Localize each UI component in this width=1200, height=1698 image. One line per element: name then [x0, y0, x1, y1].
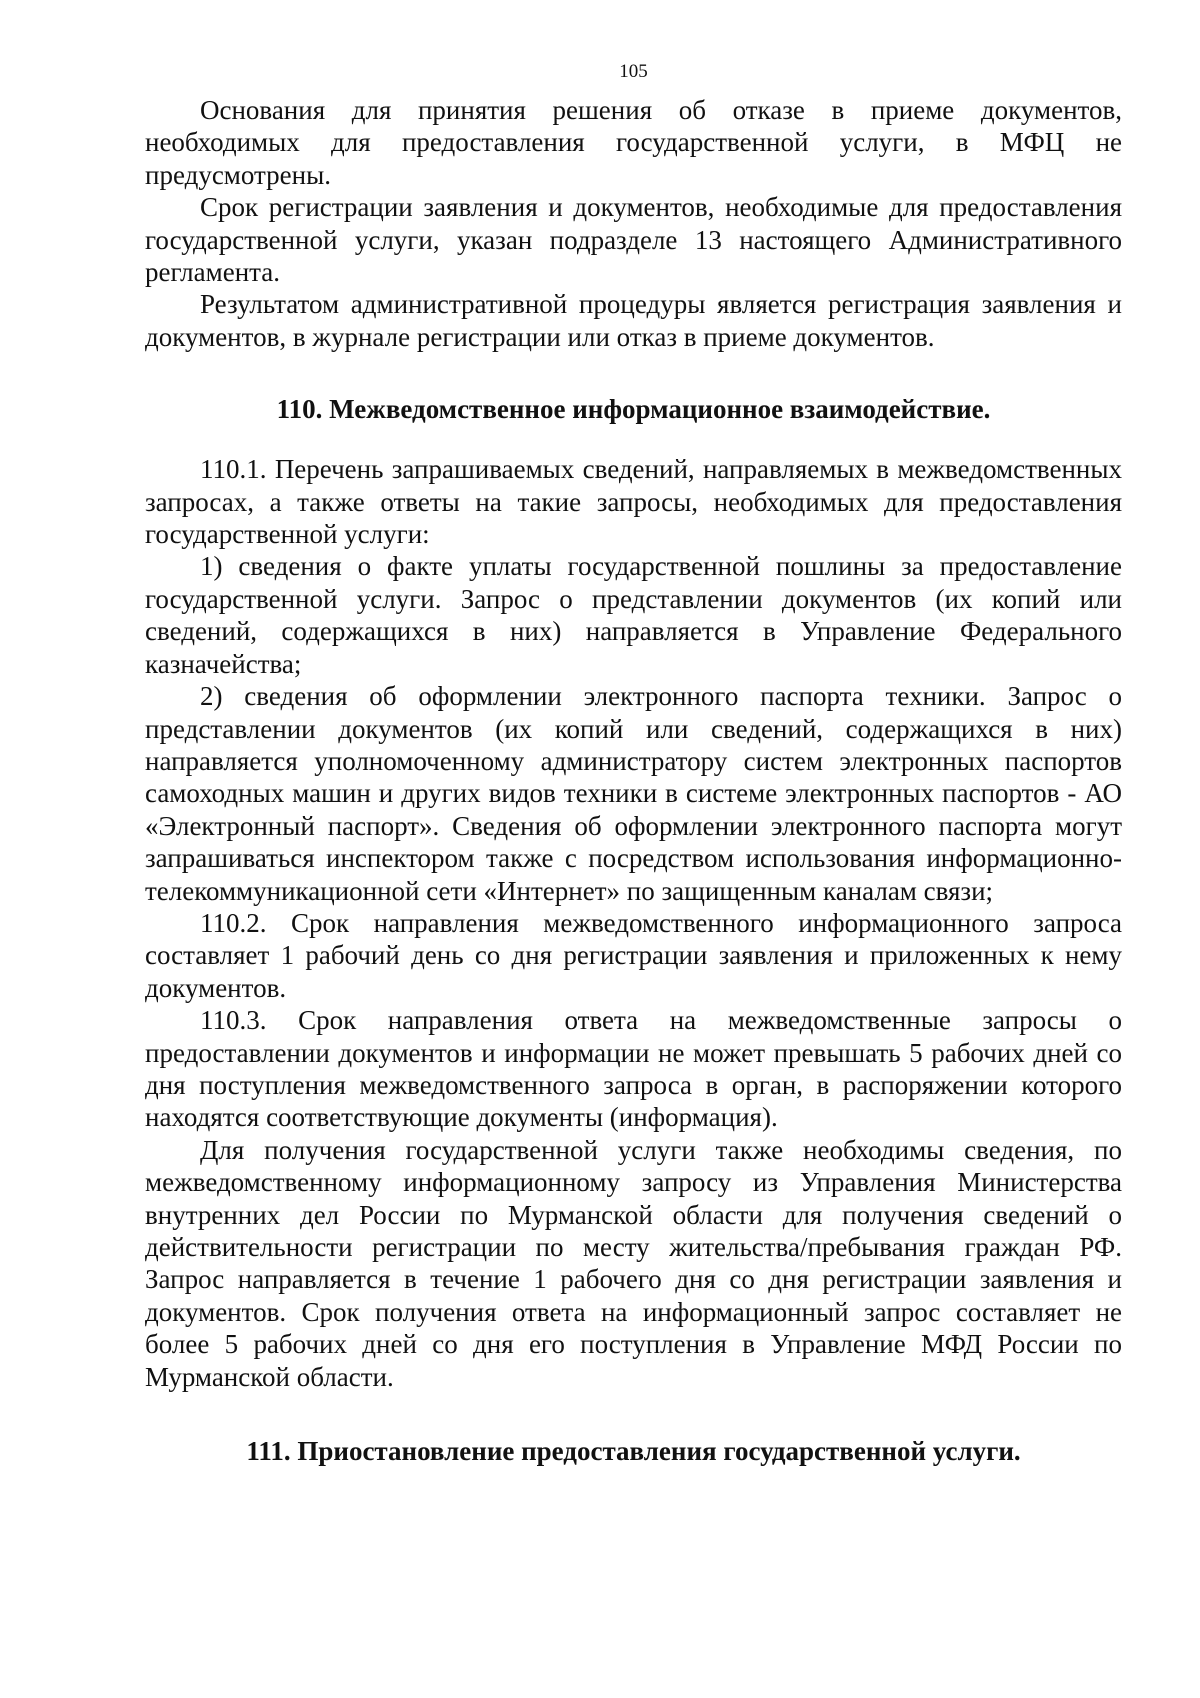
section-heading-110: 110. Межведомственное информационное взаимодействие.	[276, 394, 991, 425]
paragraph-110-1-item-1: 1) сведения о факте уплаты государственной пошлины за предоставление государственной услуги. Запрос о представлении документов (их копий или сведений, содержащихся в них) направляется в Управление Федерального казначейства;	[145, 551, 1122, 679]
paragraph-registration-term: Срок регистрации заявления и документов, необходимые для предоставления государственной услуги, указан подразделе 13 настоящего Административного регламента.	[145, 192, 1122, 288]
section-heading-111: 111. Приостановление предоставления государственной услуги.	[246, 1436, 1021, 1467]
paragraph-110-2: 110.2. Срок направления межведомственного информационного запроса составляет 1 рабочий день со дня регистрации заявления и приложенных к нему документов.	[145, 907, 1122, 1003]
paragraph-mvd-request: Для получения государственной услуги также необходимы сведения, по межведомственному информационному запросу из Управления Министерства внутренних дел России по Мурманской области для получения сведений о действительности регистрации по месту жительства/пребывания граждан РФ. Запрос направляется в течение 1 рабочего дня со дня регистрации заявления и документов. Срок получения ответа на информационный запрос составляет не более 5 рабочих дней со дня его поступления в Управление МФД России по Мурманской области.	[145, 1134, 1122, 1392]
paragraph-110-3: 110.3. Срок направления ответа на межведомственные запросы о предоставлении документов и информации не может превышать 5 рабочих дней со дня поступления межведомственного запроса в орган, в распоряжении которого находятся соответствующие документы (информация).	[145, 1005, 1122, 1133]
paragraph-110-1: 110.1. Перечень запрашиваемых сведений, направляемых в межведомственных запросах, а также ответы на такие запросы, необходимых для предоставления государственной услуги:	[145, 454, 1122, 550]
page-number: 105	[619, 61, 648, 82]
document-page	[145, 60, 1122, 1467]
paragraph-110-1-item-2: 2) сведения об оформлении электронного паспорта техники. Запрос о представлении документов (их копий или сведений, содержащихся в них) направляется уполномоченному администратору систем электронных паспортов самоходных машин и других видов техники в системе электронных паспортов - АО «Электронный паспорт». Сведения об оформлении электронного паспорта могут запрашиваться инспектором также с посредством использования информационно-телекоммуникационной сети «Интернет» по защищенным каналам связи;	[145, 681, 1122, 906]
paragraph-procedure-result: Результатом административной процедуры является регистрация заявления и документов, в журнале регистрации или отказ в приеме документов.	[145, 289, 1122, 352]
paragraph-refusal-grounds: Основания для принятия решения об отказе в приеме документов, необходимых для предоставления государственной услуги, в МФЦ не предусмотрены.	[145, 95, 1122, 190]
